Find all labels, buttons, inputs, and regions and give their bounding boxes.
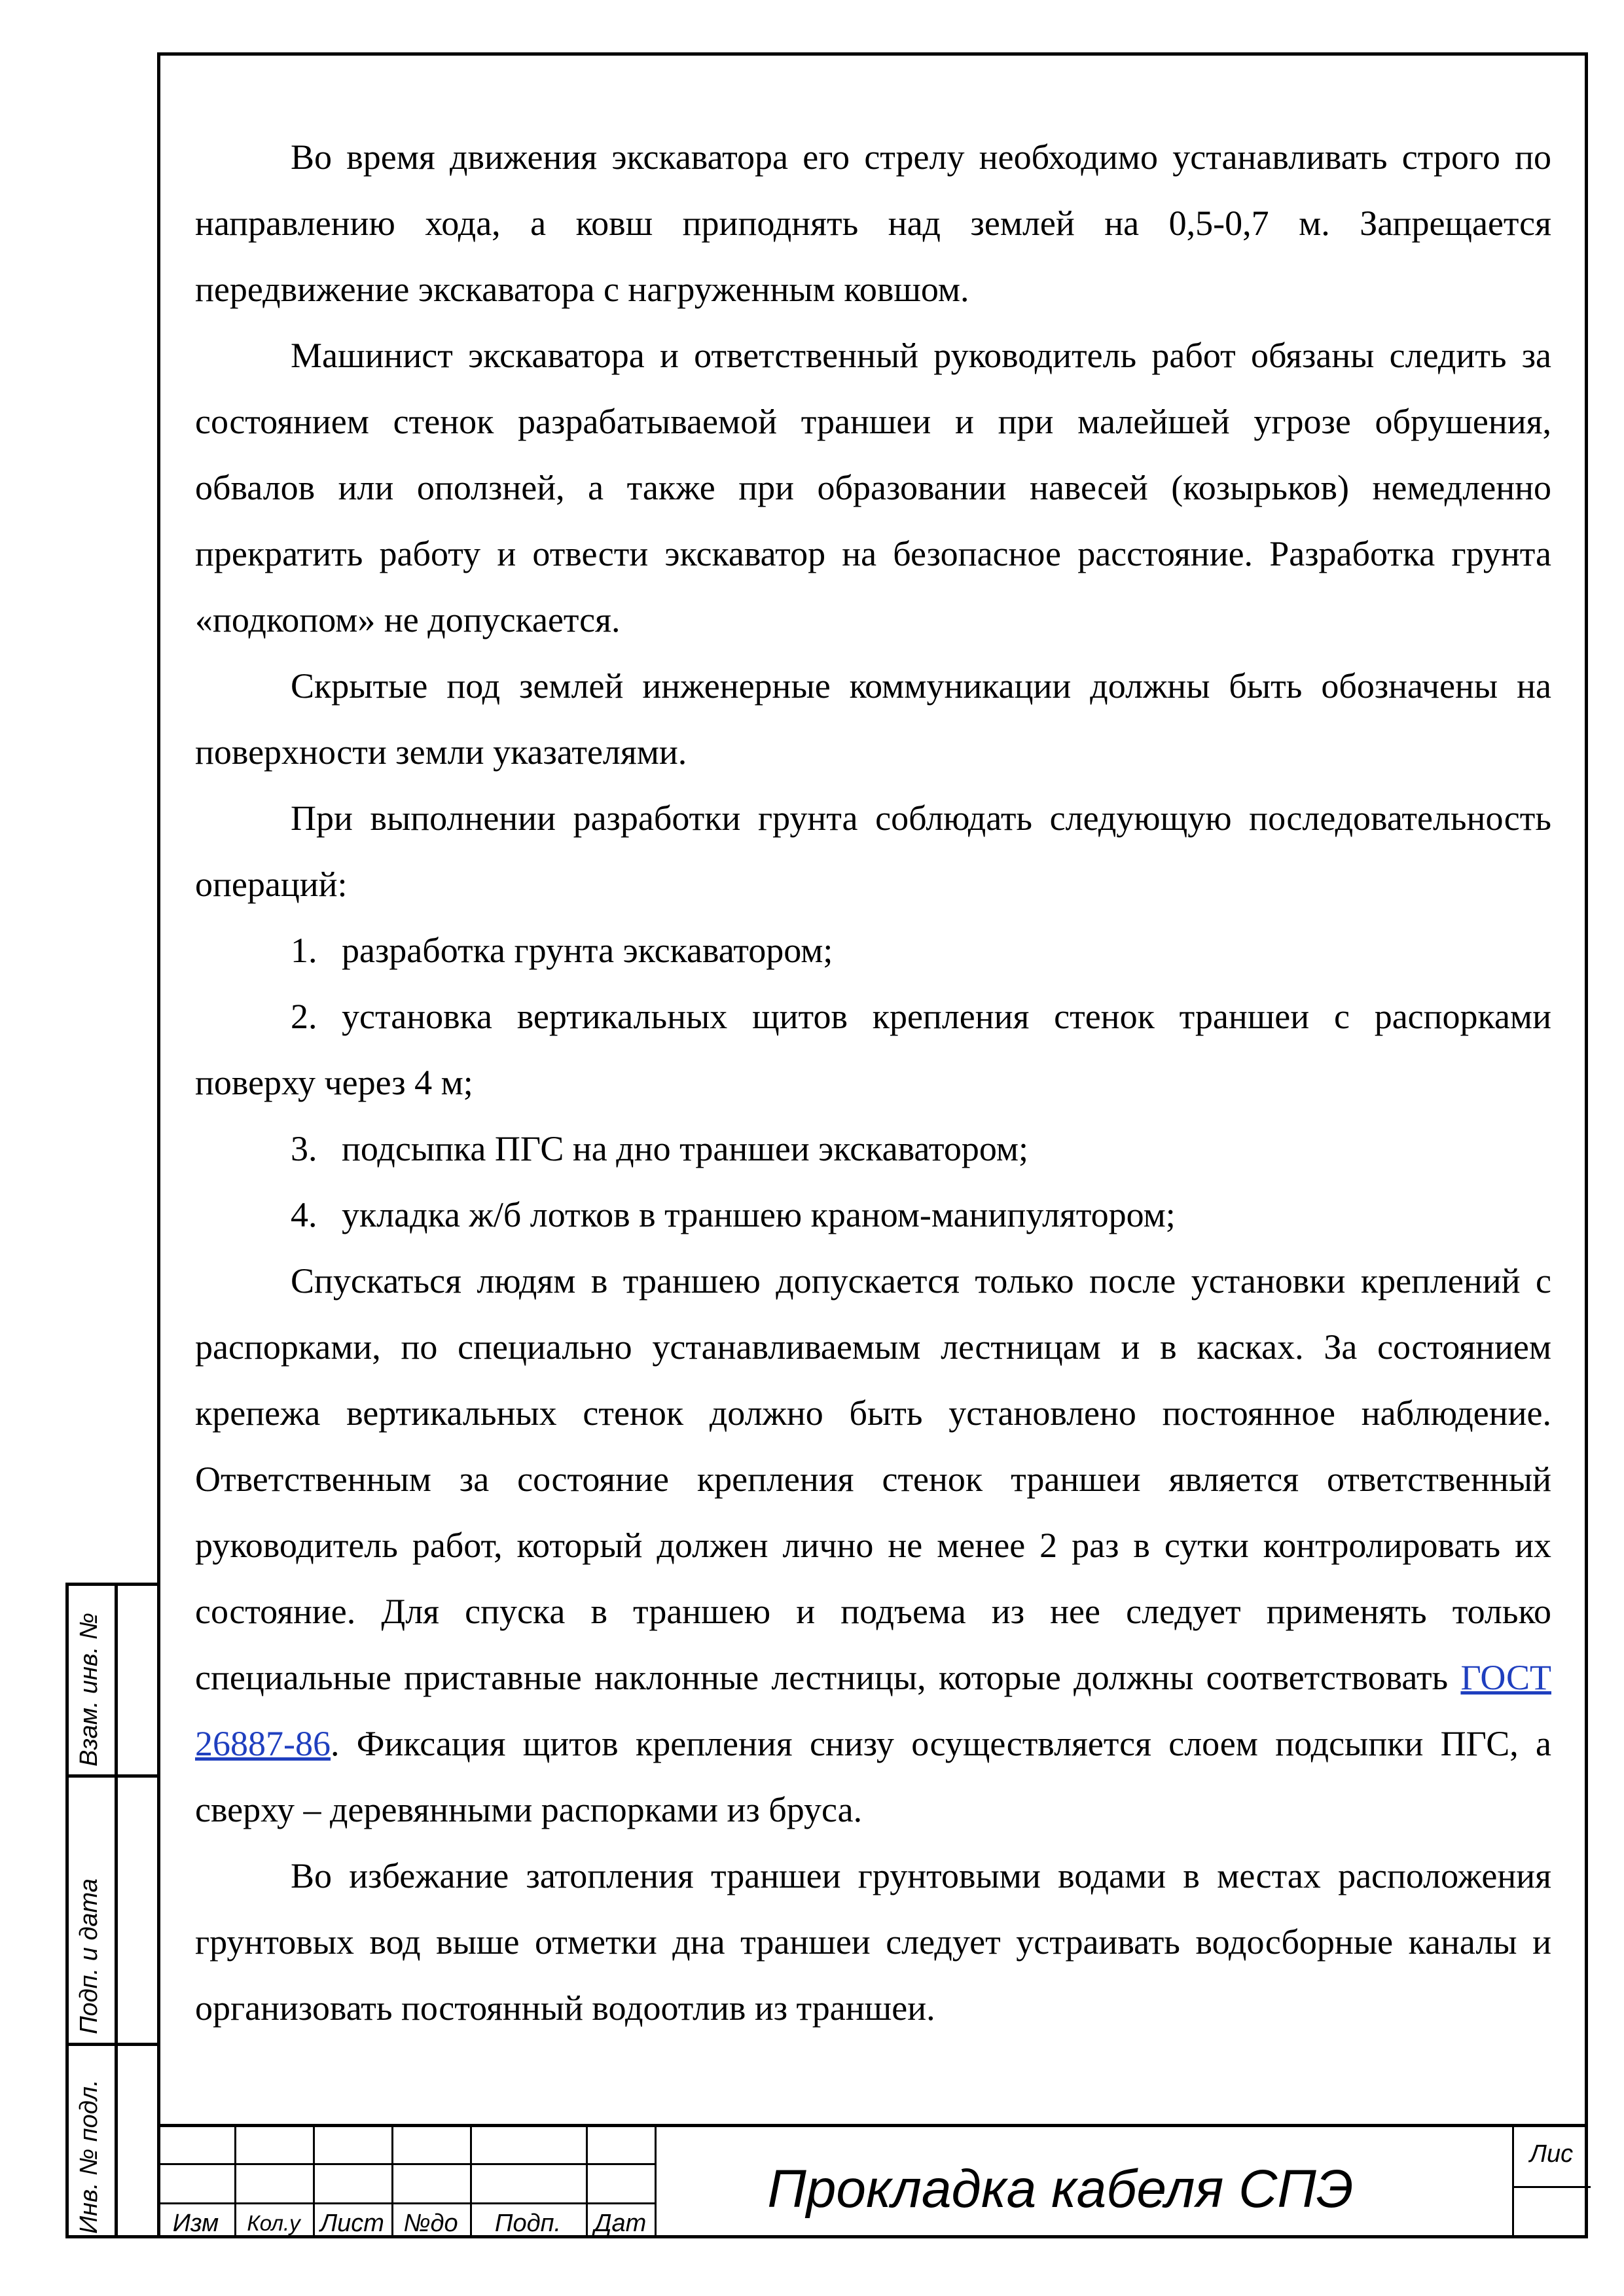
gost-link[interactable]: ГОСТ 26887-86 [195,1658,1551,1763]
paragraph-safety: Спускаться людям в траншею допускается только после установки креплений с распорками, по специально устанавливаемым лестницам и в касках. За состоянием крепежа вертикальных стенок должно быть установлено постоянное наблюдение. Ответственным за состояние крепления стенок траншеи является ответственный руководитель работ, который должен лично не менее 2 раз в сутки контролировать их состояние. Для спуска в траншею и подъема из нее следует применять только специальные приставные наклонные лестницы, которые должны соответствовать ГОСТ 26887-86. Фиксация щитов крепления снизу осуществляется слоем подсыпки ПГС, а сверху – деревянными распорками из бруса. [195,1261,1551,1829]
list-item: 4. укладка ж/б лотков в траншею краном-манипулятором; [291,1195,1176,1234]
list-item: 1. разработка грунта экскаватором; [291,931,833,970]
list-item: 2. установка вертикальных щитов крепления стенок траншеи с распорками поверху через 4 м; [195,997,1551,1102]
paragraph-hidden-utilities: Скрытые под землей инженерные коммуникации должны быть обозначены на поверхности земли указателями. [195,666,1551,772]
side-stamp [65,1583,157,2238]
col-podp: Подп. [494,2210,562,2237]
list-item: 3. подсыпка ПГС на дно траншеи экскаватором; [291,1129,1028,1168]
podp-label: Подп. и дата [75,1878,103,2034]
vzam-label: Взам. инв. № [75,1612,103,1767]
sheet-label: Лис [1529,2140,1574,2168]
document-body [195,124,1551,2041]
paragraph-excavator-movement: Во время движения экскаватора его стрелу необходимо устанавливать строго по направлению хода, а ковш приподнять над землей на 0,5-0,7 м. Запрещается передвижение экскаватора с нагруженным ковшом. [195,137,1551,309]
col-kolu: Кол.у [247,2211,300,2235]
paragraph-flooding: Во избежание затопления траншеи грунтовыми водами в местах расположения грунтовых вод выше отметки дна траншеи следует устраивать водосборные каналы и организовать постоянный водоотлив из траншеи. [195,1856,1551,2028]
title-block [157,2124,1588,2238]
col-list: Лист [320,2210,384,2237]
col-izm: Изм [172,2210,219,2237]
inv-label: Инв. № подл. [75,2079,103,2234]
col-ndok: №до [403,2210,458,2237]
col-data: Дат [594,2210,647,2237]
paragraph-trench-monitoring: Машинист экскаватора и ответственный руководитель работ обязаны следить за состоянием стенок разрабатываемой траншеи и при малейшей угрозе обрушения, обвалов или оползней, а также при образовании навесей (козырьков) немедленно прекратить работу и отвести экскаватор на безопасное расстояние. Разработка грунта «подкопом» не допускается. [195,336,1551,639]
paragraph-operations-intro: При выполнении разработки грунта соблюдать следующую последовательность операций: [195,798,1551,904]
document-title: Прокладка кабеля СПЭ [767,2159,1354,2219]
